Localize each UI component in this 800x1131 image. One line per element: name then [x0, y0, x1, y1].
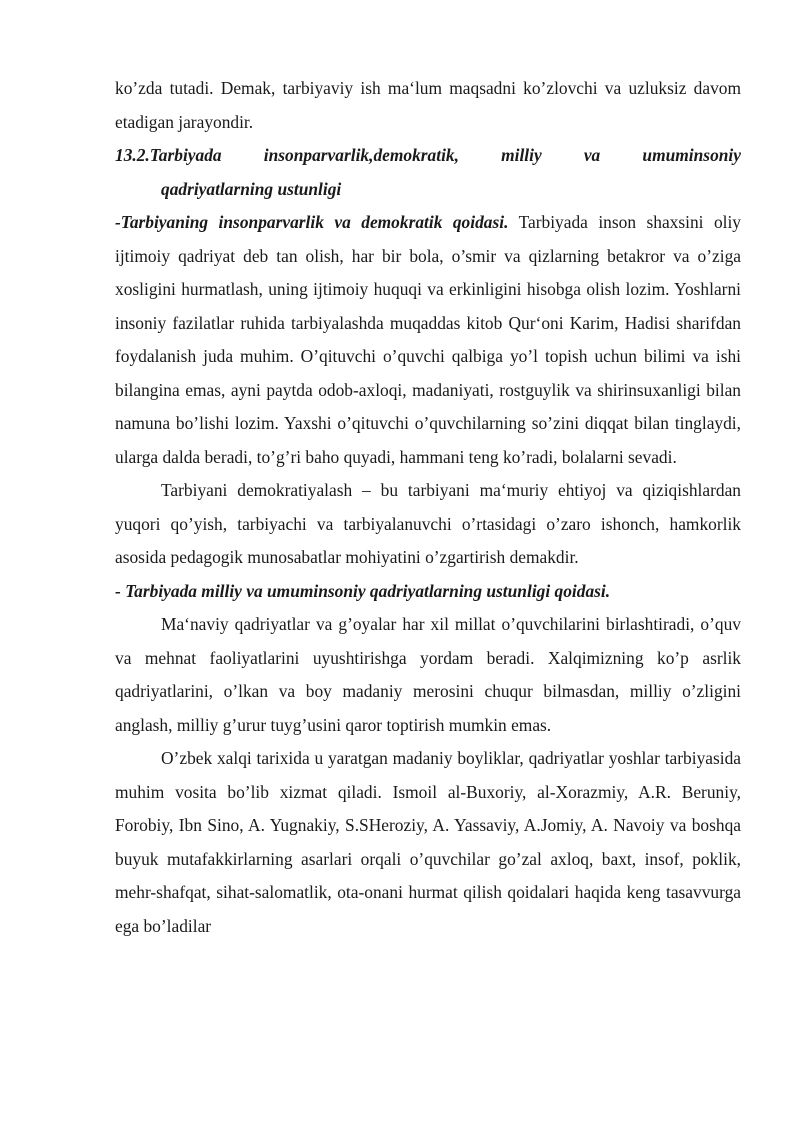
paragraph-uzbek-heritage: O’zbek xalqi tarixida u yaratgan madaniy boyliklar, qadriyatlar yoshlar tarbiyasida muhim vosita bo’lib xizmat qiladi. Ismoil al-Buxoriy, al-Xorazmiy, A.R. Beruniy, Forobiy, Ibn Sino, A. Yugnakiy, S.SHeroziy, A. Yassaviy, A.Jomiy, A. Navoiy va boshqa buyuk mutafakkirlarning asarlari orqali o’quvchilar go’zal axloq, baxt, insof, poklik, mehr-shafqat, sihat-salomatlik, ota-onani hurmat qilish qoidalari haqida keng tasavvurga ega bo’ladilar [115, 748, 741, 936]
document-page [115, 72, 741, 943]
paragraph-intro: ko’zda tutadi. Demak, tarbiyaviy ish ma‘lum maqsadni ko’zlovchi va uzluksiz davom etadigan jarayondir. [115, 78, 741, 132]
paragraph-democratization: Tarbiyani demokratiyalash – bu tarbiyani ma‘muriy ehtiyoj va qiziqishlardan yuqori qo’yish, tarbiyachi va tarbiyalanuvchi o’rtasidagi o’zaro ishonch, hamkorlik asosida pedagogik munosabatlar mohiyatini o’zgartirish demakdir. [115, 480, 741, 567]
section-heading-line2: qadriyatlarning ustunligi [161, 178, 342, 199]
principle-text-humanism: Tarbiyada inson shaxsini oliy ijtimoiy qadriyat deb tan olish, har bir bola, o’smir va qizlarning betakror va o’ziga xosligini hurmatlash, uning ijtimoiy huquqi va erkinligini hisobga olish lozim. Yoshlarni insoniy fazilatlar ruhida tarbiyalashda muqaddas kitob Qur‘oni Karim, Hadisi sharifdan foydalanish juda muhim. O’qituvchi o’quvchi qalbiga yo’l topish uchun bilimi va ishi bilangina emas, ayni paytda odob-axloqi, madaniyati, rostguylik va shirinsuxanligi bilan namuna bo’lishi lozim. Yaxshi o’qituvchi o’quvchilarning so’zini diqqat bilan tinglaydi, ularga dalda beradi, to’g’ri baho quyadi, hammani teng ko’radi, bolalarni sevadi. [115, 212, 742, 467]
paragraph-spiritual-values: Ma‘naviy qadriyatlar va g’oyalar har xil millat o’quvchilarini birlashtiradi, o’quv va mehnat faoliyatlarini uyushtirishga yordam beradi. Xalqimizning ko’p asrlik qadriyatlarini, o’lkan va boy madaniy merosini chuqur bilmasdan, milliy o’zligini anglash, milliy g’urur tuyg’usini qaror toptirish mumkin emas. [115, 614, 741, 735]
section-heading-line1: 13.2.Tarbiyada insonparvarlik,demokratik, milliy va umuminsoniy [115, 145, 741, 165]
paragraph-humanism-principle [115, 206, 741, 474]
principle-title-humanism: -Tarbiyaning insonparvarlik va demokratik qoidasi. [115, 212, 509, 232]
principle-title-national-values: - Tarbiyada milliy va umuminsoniy qadriyatlarning ustunligi qoidasi. [115, 580, 611, 601]
